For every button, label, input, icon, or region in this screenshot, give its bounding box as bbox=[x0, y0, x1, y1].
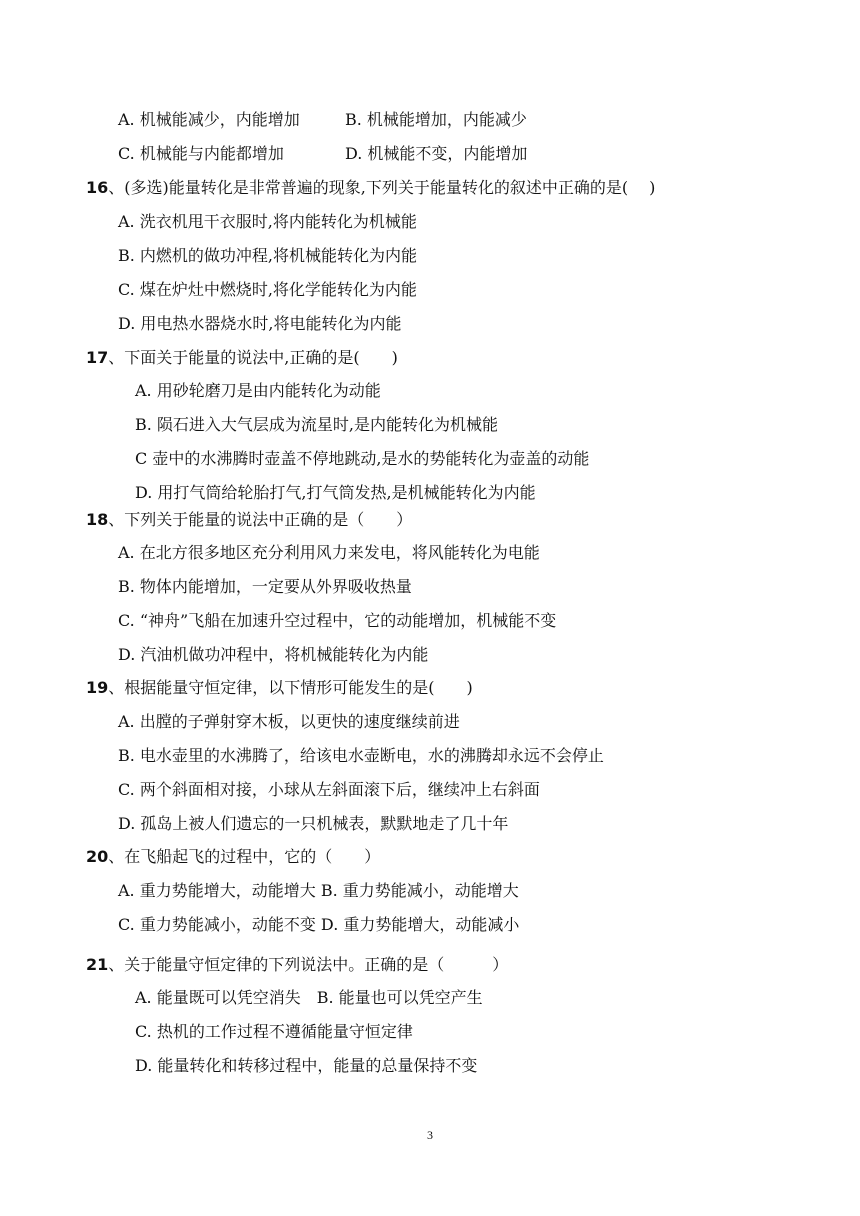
question-19 bbox=[86, 678, 473, 698]
q19-option-b: B. 电水壶里的水沸腾了，给该电水壶断电，水的沸腾却永远不会停止 bbox=[118, 746, 604, 765]
question-20 bbox=[86, 847, 380, 867]
q21-option-d: D. 能量转化和转移过程中，能量的总量保持不变 bbox=[135, 1056, 478, 1075]
q17-option-d: D. 用打气筒给轮胎打气,打气筒发热,是机械能转化为内能 bbox=[135, 483, 536, 502]
question-17 bbox=[86, 348, 398, 368]
q15-option-b: B. 机械能增加，内能减少 bbox=[345, 110, 527, 129]
question-stem: 、在飞船起飞的过程中，它的（ ） bbox=[108, 847, 381, 866]
question-number: 21 bbox=[86, 955, 109, 974]
q16-option-a: A. 洗衣机甩干衣服时,将内能转化为机械能 bbox=[118, 212, 417, 231]
q15-option-c: C. 机械能与内能都增加 bbox=[118, 144, 284, 163]
question-16 bbox=[86, 178, 655, 198]
question-number: 18 bbox=[86, 510, 109, 529]
q18-option-c: C. “神舟”飞船在加速升空过程中，它的动能增加，机械能不变 bbox=[118, 611, 557, 630]
q19-option-c: C. 两个斜面相对接，小球从左斜面滚下后，继续冲上右斜面 bbox=[118, 780, 540, 799]
q19-option-a: A. 出膛的子弹射穿木板，以更快的速度继续前进 bbox=[118, 712, 460, 731]
question-21 bbox=[86, 955, 508, 975]
q17-option-a: A. 用砂轮磨刀是由内能转化为动能 bbox=[135, 381, 381, 400]
q20-option-ab: A. 重力势能增大，动能增大 B. 重力势能减小，动能增大 bbox=[118, 881, 519, 900]
q16-option-d: D. 用电热水器烧水时,将电能转化为内能 bbox=[118, 314, 402, 333]
question-stem: 、根据能量守恒定律，以下情形可能发生的是( ) bbox=[108, 678, 473, 697]
question-stem: 、关于能量守恒定律的下列说法中。正确的是（ ） bbox=[108, 955, 509, 974]
q19-option-d: D. 孤岛上被人们遗忘的一只机械表，默默地走了几十年 bbox=[118, 814, 509, 833]
q17-option-b: B. 陨石进入大气层成为流星时,是内能转化为机械能 bbox=[135, 415, 499, 434]
question-stem: 、(多选)能量转化是非常普遍的现象,下列关于能量转化的叙述中正确的是( ) bbox=[108, 178, 656, 197]
q16-option-b: B. 内燃机的做功冲程,将机械能转化为内能 bbox=[118, 246, 418, 265]
q21-option-c: C. 热机的工作过程不遵循能量守恒定律 bbox=[135, 1022, 413, 1041]
page-number: 3 bbox=[427, 1128, 433, 1142]
question-number: 20 bbox=[86, 847, 109, 866]
q15-option-d: D. 机械能不变，内能增加 bbox=[345, 144, 528, 163]
question-number: 16 bbox=[86, 178, 109, 197]
q16-option-c: C. 煤在炉灶中燃烧时,将化学能转化为内能 bbox=[118, 280, 417, 299]
question-number: 17 bbox=[86, 348, 109, 367]
q17-option-c: C 壶中的水沸腾时壶盖不停地跳动,是水的势能转化为壶盖的动能 bbox=[135, 449, 590, 468]
q18-option-b: B. 物体内能增加，一定要从外界吸收热量 bbox=[118, 577, 412, 596]
q20-option-cd: C. 重力势能减小，动能不变 D. 重力势能增大，动能减小 bbox=[118, 915, 520, 934]
question-stem: 、下列关于能量的说法中正确的是（ ） bbox=[108, 510, 413, 529]
question-stem: 、下面关于能量的说法中,正确的是( ) bbox=[108, 348, 398, 367]
q21-option-ab: A. 能量既可以凭空消失 B. 能量也可以凭空产生 bbox=[135, 988, 483, 1007]
q18-option-a: A. 在北方很多地区充分利用风力来发电，将风能转化为电能 bbox=[118, 543, 540, 562]
question-number: 19 bbox=[86, 678, 109, 697]
question-18 bbox=[86, 510, 412, 530]
q18-option-d: D. 汽油机做功冲程中，将机械能转化为内能 bbox=[118, 645, 429, 664]
q15-option-a: A. 机械能减少，内能增加 bbox=[118, 110, 300, 129]
